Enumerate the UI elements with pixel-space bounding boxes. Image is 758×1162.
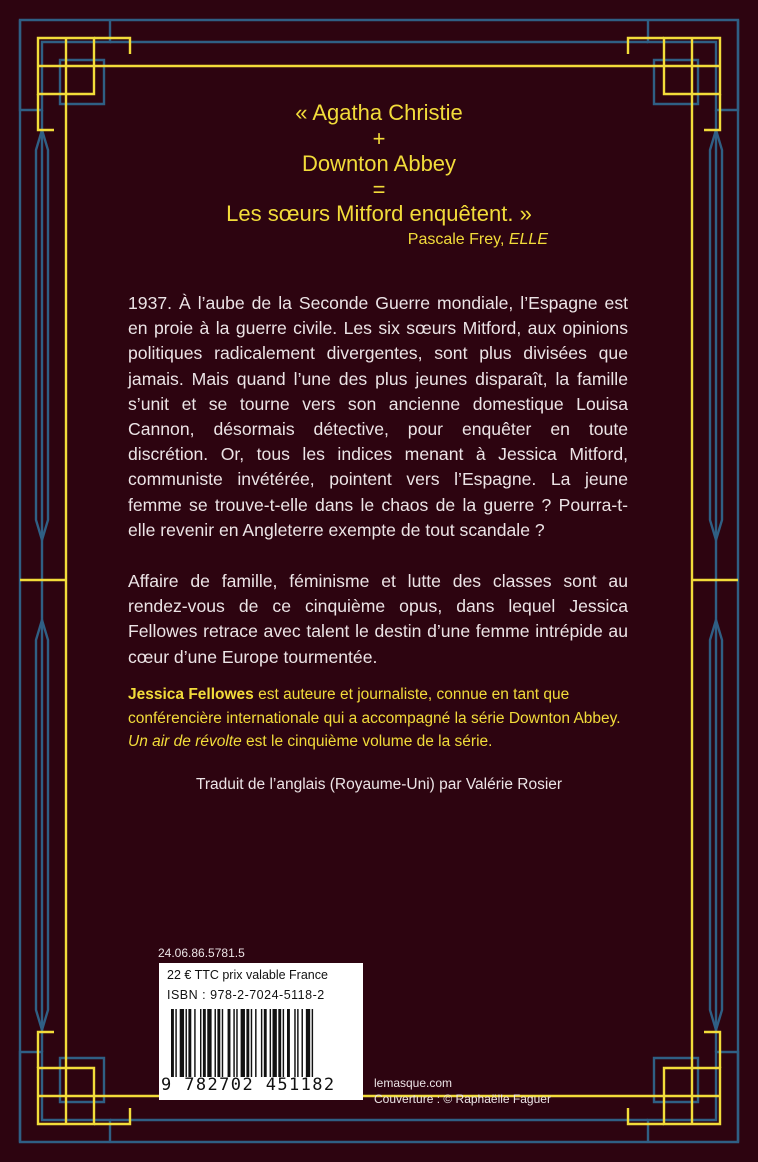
barcode-bar [203,1009,206,1077]
barcode-bar [200,1009,201,1077]
barcode-bar [207,1009,211,1077]
publisher-site: lemasque.com [374,1076,453,1090]
barcode-bar [270,1009,271,1077]
barcode-bar [261,1009,262,1077]
barcode-bar [297,1009,298,1077]
barcode-bar [233,1009,234,1077]
barcode-bar [241,1009,245,1077]
barcode-bar [264,1009,267,1077]
quote-line-5: Les sœurs Mitford enquêtent. » [226,201,532,226]
barcode-bar [246,1009,249,1077]
barcode-bar [171,1009,174,1077]
barcode-bar [251,1009,252,1077]
barcode-bar [215,1009,216,1077]
barcode-bar [236,1009,237,1077]
barcode-bar [222,1009,223,1077]
quote-attribution [300,231,548,249]
barcode-bar [306,1009,310,1077]
barcode-bar [273,1009,277,1077]
barcode-bar [175,1009,176,1077]
quote-line-4: = [372,177,386,202]
barcode-box [159,963,363,1100]
bio-text-1: est auteure et journaliste, connue en tant que conférencière internationale qui a accompagné la série Downton Abbey. [128,686,621,727]
summary-paragraph-1: 1937. À l’aube de la Seconde Guerre mondiale, l’Espagne est en proie à la guerre civile. Les six sœurs Mitford, aux opinions politiques radicalement divergentes, sont plus divisées que jamais. Mais quand l’une des plus jeunes disparaît, la famille s’unit et se tourne vers son ancienne domestique Louisa Cannon, désormais détective, pour enquêter en toute discrétion. Or, tous les indices menant à Jessica Mitford, communiste invétérée, pointent vers l’Espagne. La jeune femme se trouve-t-elle dans le chaos de la guerre ? Pourra-t-elle revenir en Angleterre exempte de tout scandale ? [128,293,628,540]
cover-credit: Couverture : © Raphaëlle Faguer [374,1092,551,1106]
barcode-bar [228,1009,231,1077]
barcode-bar [302,1009,303,1077]
quote-author: Pascale Frey, [407,231,505,248]
bio-book-title: Un air de révolte [128,733,242,750]
barcode-digits: 9 782702 451182 [161,1075,336,1095]
price-label: 22 € TTC prix valable France [167,968,328,982]
bio-author-name: Jessica Fellowes [128,686,254,703]
isbn-label: ISBN : 978-2-7024-5118-2 [167,988,325,1002]
barcode-bar [180,1009,184,1077]
barcode-bar [278,1009,281,1077]
barcode-bar [312,1009,313,1077]
barcode-bar [283,1009,284,1077]
quote-line-3: Downton Abbey [301,151,457,176]
quote-line-1: « Agatha Christie [295,100,463,125]
barcode-bar [287,1009,290,1077]
barcode-bar [194,1009,195,1077]
product-code: 24.06.86.5781.5 [158,946,245,960]
barcode-bar [186,1009,187,1077]
barcode-bar [294,1009,295,1077]
quote-line-2: + [372,126,386,151]
summary-paragraph-2: Affaire de famille, féminisme et lutte des classes sont au rendez-vous de ce cinquième opus, dans lequel Jessica Fellowes retrace avec talent le destin d’une femme intrépide au cœur d’une Europe tourmentée. [128,571,628,667]
barcode-bars [171,1009,357,1077]
bio-text-2: est le cinquième volume de la série. [241,733,493,750]
translation-credit: Traduit de l’anglais (Royaume-Uni) par Valérie Rosier [195,776,563,793]
barcode-bar [188,1009,191,1077]
barcode-bar [255,1009,256,1077]
barcode-bar [217,1009,220,1077]
author-bio [128,683,628,754]
quote-magazine: ELLE [508,231,548,248]
